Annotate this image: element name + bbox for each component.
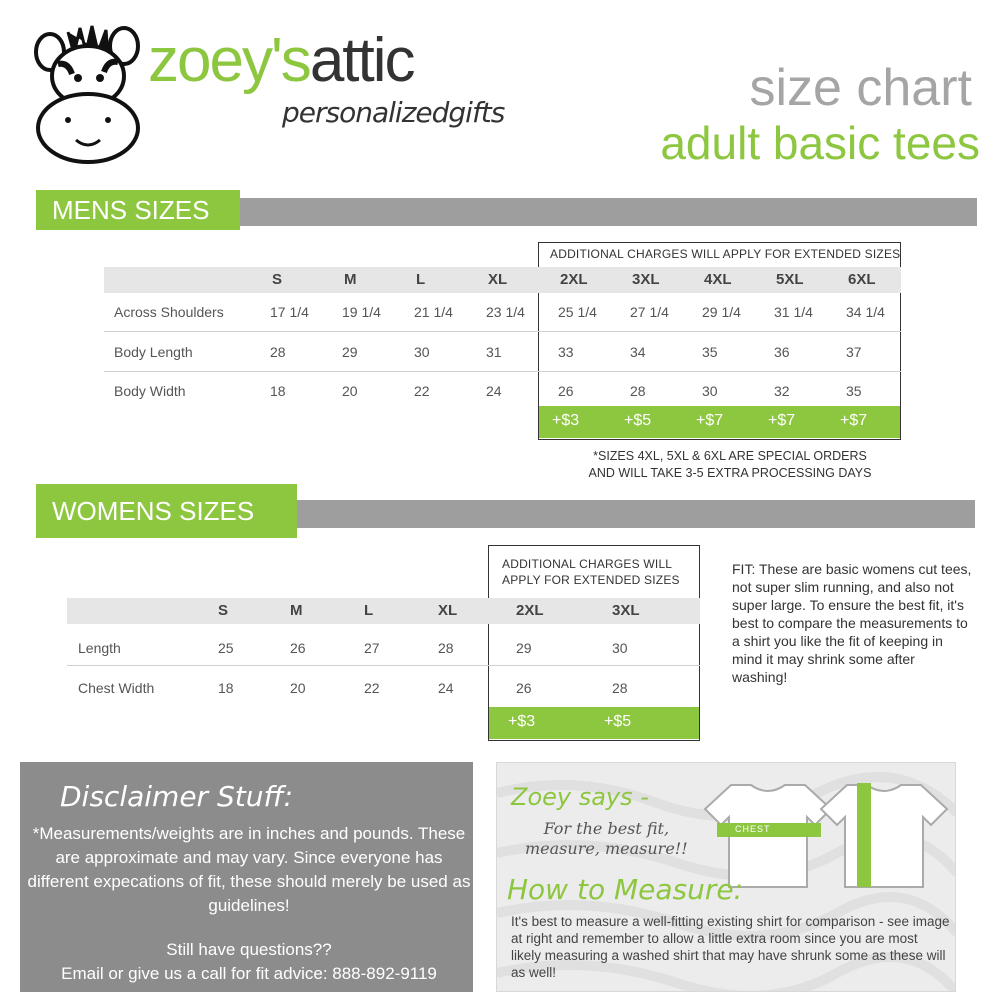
brand-name bbox=[148, 26, 414, 95]
womens-cell-value: 26 bbox=[290, 640, 306, 656]
length-label: LENGTH bbox=[845, 790, 855, 833]
mens-size-header: 2XL bbox=[560, 271, 588, 288]
womens-cell-value: 30 bbox=[612, 640, 628, 656]
mens-cell-value: 31 1/4 bbox=[774, 304, 813, 320]
womens-row-label: Length bbox=[78, 640, 121, 656]
page-title: size chart bbox=[749, 59, 972, 117]
womens-row-divider bbox=[67, 665, 700, 666]
disclaimer-contact-line: Email or give us a call for fit advice: 888-892-9119 bbox=[61, 964, 437, 983]
womens-row-label: Chest Width bbox=[78, 680, 155, 696]
womens-size-header: L bbox=[364, 602, 374, 619]
mens-charge-value: +$7 bbox=[696, 412, 724, 429]
womens-size-header: 2XL bbox=[516, 602, 544, 619]
disclaimer-body: *Measurements/weights are in inches and pounds. These are approximate and may vary. Since everyone has different expecations of fit, these should merely be used as guidelines! bbox=[27, 824, 471, 915]
mens-size-header: 6XL bbox=[848, 271, 876, 288]
brand-name-part1: zoey's bbox=[148, 26, 310, 95]
how-to-measure-body: It's best to measure a well-fitting existing shirt for comparison - see image at right and remember to allow a little extra room since you are most likely measuring a washed shirt that may have shrunk some as these will as well! bbox=[511, 914, 950, 980]
womens-extended-line1: ADDITIONAL CHARGES WILL bbox=[502, 557, 673, 571]
how-to-measure-title: How to Measure: bbox=[507, 873, 744, 906]
mens-extended-note: ADDITIONAL CHARGES WILL APPLY FOR EXTENDED SIZES bbox=[550, 247, 901, 261]
womens-extended-note bbox=[502, 556, 680, 588]
womens-cell-value: 18 bbox=[218, 680, 234, 696]
womens-cell-value: 24 bbox=[438, 680, 454, 696]
womens-cell-value: 26 bbox=[516, 680, 532, 696]
how-to-measure-panel bbox=[496, 762, 956, 992]
mens-cell-value: 30 bbox=[414, 344, 430, 360]
mens-cell-value: 17 1/4 bbox=[270, 304, 309, 320]
womens-header-row bbox=[67, 598, 700, 624]
mens-cell-value: 29 1/4 bbox=[702, 304, 741, 320]
zoey-says-line1: For the best fit, bbox=[543, 819, 670, 838]
mens-cell-value: 33 bbox=[558, 344, 574, 360]
brand-name-part2: attic bbox=[309, 26, 414, 95]
mens-charge-value: +$3 bbox=[552, 412, 580, 429]
mens-cell-value: 34 1/4 bbox=[846, 304, 885, 320]
womens-cell-value: 28 bbox=[612, 680, 628, 696]
mens-cell-value: 22 bbox=[414, 383, 430, 399]
womens-cell-value: 28 bbox=[438, 640, 454, 656]
zoey-says-line2: measure, measure!! bbox=[525, 839, 688, 858]
womens-size-header: XL bbox=[438, 602, 458, 619]
disclaimer-question: Still have questions?? bbox=[166, 940, 332, 959]
mens-cell-value: 29 bbox=[342, 344, 358, 360]
chest-label: CHEST bbox=[735, 824, 771, 834]
mens-charge-value: +$7 bbox=[840, 412, 868, 429]
shirt-length-diagram-icon bbox=[819, 781, 949, 889]
womens-section-label: WOMENS SIZES bbox=[36, 484, 297, 538]
mens-cell-value: 23 1/4 bbox=[486, 304, 525, 320]
mens-cell-value: 31 bbox=[486, 344, 502, 360]
mens-section-label: MENS SIZES bbox=[36, 190, 240, 230]
mens-cell-value: 32 bbox=[774, 383, 790, 399]
mens-cell-value: 24 bbox=[486, 383, 502, 399]
womens-cell-value: 22 bbox=[364, 680, 380, 696]
mens-row-divider bbox=[104, 371, 901, 372]
womens-cell-value: 25 bbox=[218, 640, 234, 656]
mens-size-header: L bbox=[416, 271, 426, 288]
mens-cell-value: 18 bbox=[270, 383, 286, 399]
mens-cell-value: 27 1/4 bbox=[630, 304, 669, 320]
mens-cell-value: 28 bbox=[270, 344, 286, 360]
disclaimer-panel bbox=[20, 762, 473, 992]
mens-special-note bbox=[560, 448, 900, 482]
mens-cell-value: 19 1/4 bbox=[342, 304, 381, 320]
womens-cell-value: 27 bbox=[364, 640, 380, 656]
brand-tagline: personalizedgifts bbox=[282, 96, 505, 129]
womens-cell-value: 20 bbox=[290, 680, 306, 696]
mens-cell-value: 35 bbox=[846, 383, 862, 399]
mens-size-header: 4XL bbox=[704, 271, 732, 288]
mens-cell-value: 36 bbox=[774, 344, 790, 360]
mens-section-bar bbox=[240, 198, 977, 226]
mens-cell-value: 28 bbox=[630, 383, 646, 399]
disclaimer-title: Disclaimer Stuff: bbox=[60, 780, 294, 813]
mens-row-label: Across Shoulders bbox=[114, 304, 224, 320]
womens-fit-note: FIT: These are basic womens cut tees, not super slim running, and also not super large. To ensure the best fit, it's best to compare the measurements to a shirt you like the fit of keeping in mind it may shrink some after washing! bbox=[732, 561, 972, 685]
zoey-says-title: Zoey says - bbox=[511, 783, 649, 811]
womens-extended-line2: APPLY FOR EXTENDED SIZES bbox=[502, 573, 680, 587]
mens-row-label: Body Width bbox=[114, 383, 186, 399]
mens-size-header: 3XL bbox=[632, 271, 660, 288]
womens-size-header: M bbox=[290, 602, 303, 619]
mens-special-line2: AND WILL TAKE 3-5 EXTRA PROCESSING DAYS bbox=[588, 466, 872, 480]
mens-cell-value: 25 1/4 bbox=[558, 304, 597, 320]
mens-row-divider bbox=[104, 331, 901, 332]
mens-size-header: XL bbox=[488, 271, 508, 288]
mens-size-header: M bbox=[344, 271, 357, 288]
womens-charge-value: +$3 bbox=[508, 713, 536, 730]
womens-section-bar bbox=[297, 500, 975, 528]
mens-special-line1: *SIZES 4XL, 5XL & 6XL ARE SPECIAL ORDERS bbox=[593, 449, 867, 463]
page-subtitle: adult basic tees bbox=[660, 117, 980, 169]
womens-size-header: 3XL bbox=[612, 602, 640, 619]
mens-row-label: Body Length bbox=[114, 344, 193, 360]
womens-charge-value: +$5 bbox=[604, 713, 632, 730]
womens-cell-value: 29 bbox=[516, 640, 532, 656]
mens-size-header: 5XL bbox=[776, 271, 804, 288]
zebra-mascot-icon bbox=[28, 24, 146, 164]
mens-cell-value: 26 bbox=[558, 383, 574, 399]
mens-cell-value: 20 bbox=[342, 383, 358, 399]
mens-cell-value: 21 1/4 bbox=[414, 304, 453, 320]
mens-charge-value: +$5 bbox=[624, 412, 652, 429]
disclaimer-contact bbox=[26, 938, 472, 986]
zoey-says-subtitle bbox=[525, 819, 688, 859]
mens-size-header: S bbox=[272, 271, 283, 288]
womens-size-header: S bbox=[218, 602, 229, 619]
mens-cell-value: 35 bbox=[702, 344, 718, 360]
mens-cell-value: 37 bbox=[846, 344, 862, 360]
mens-cell-value: 30 bbox=[702, 383, 718, 399]
mens-cell-value: 34 bbox=[630, 344, 646, 360]
mens-charge-value: +$7 bbox=[768, 412, 796, 429]
